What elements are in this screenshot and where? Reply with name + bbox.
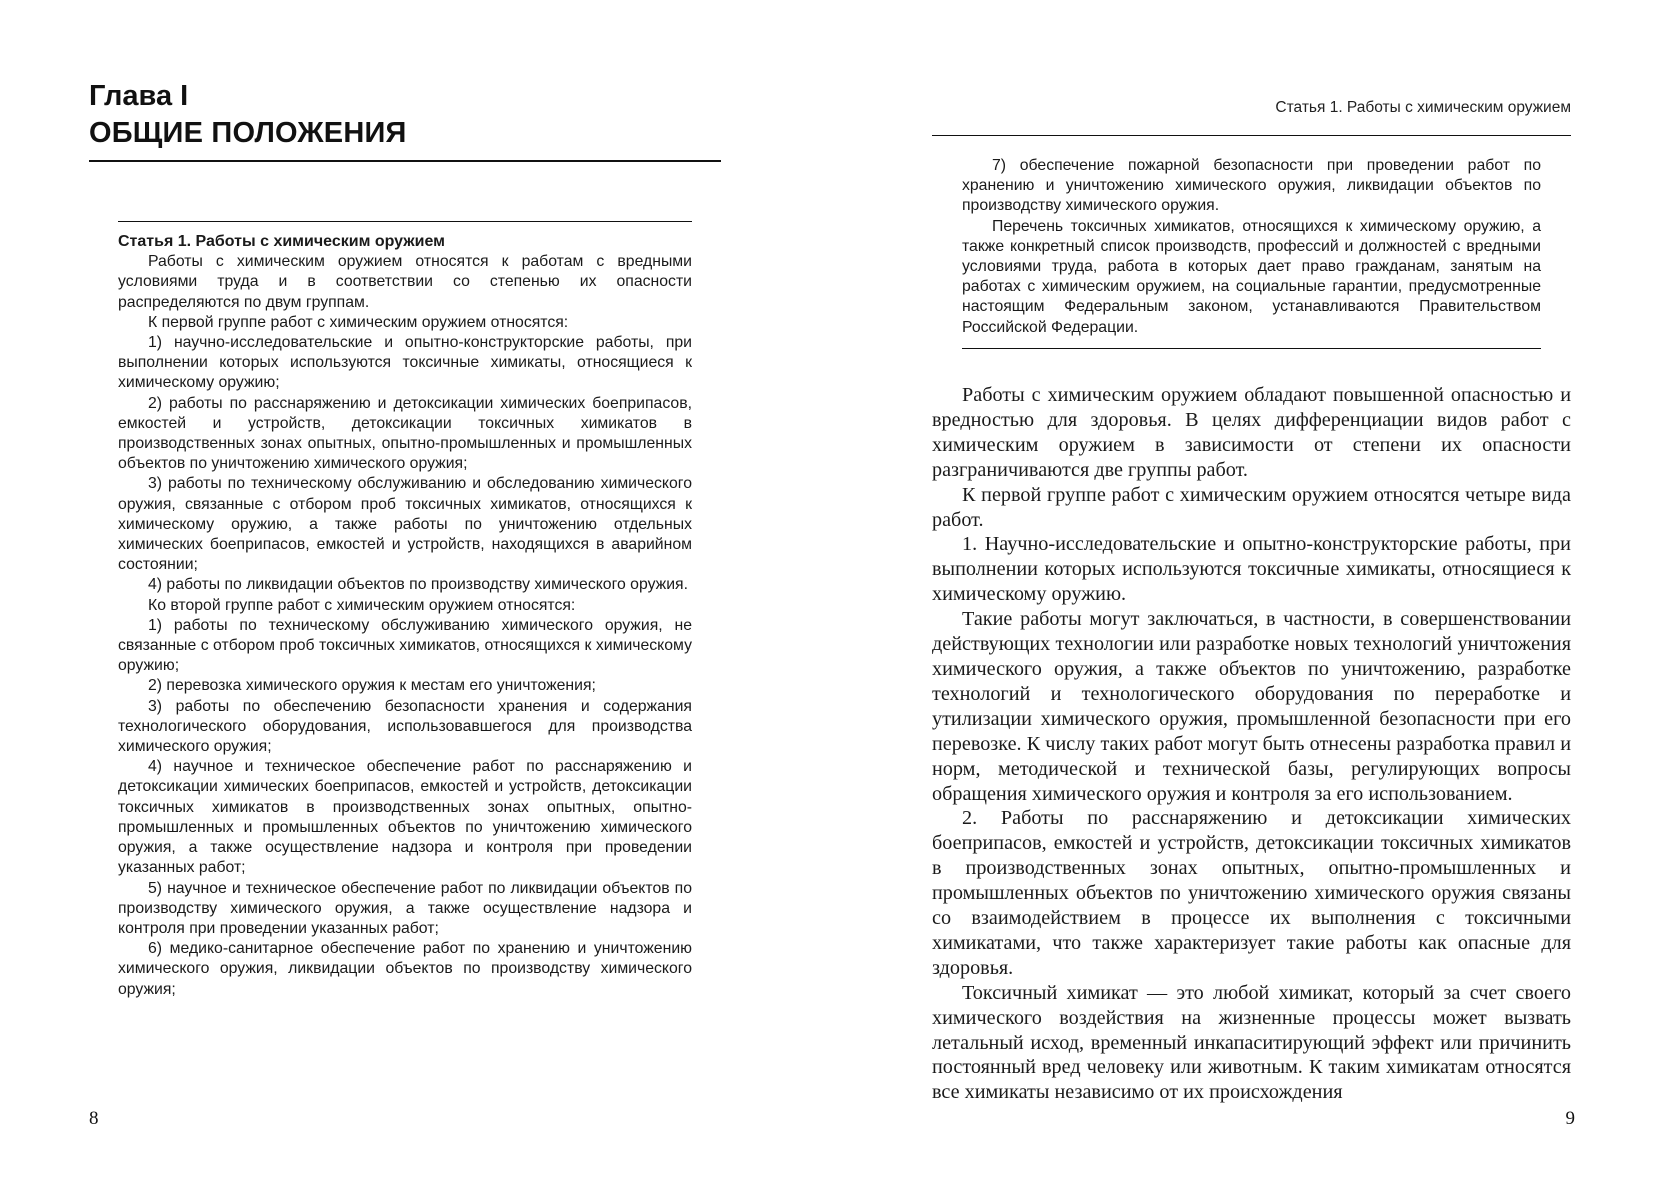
law-text-block (118, 221, 692, 1000)
header-divider (932, 135, 1571, 136)
law-paragraph: 1) работы по техническому обслуживанию химического оружия, не связанные с отбором проб токсичных химикатов, относящихся к химическому оружию; (118, 616, 692, 675)
chapter-number: Глава I (89, 80, 189, 112)
page-number: 9 (1565, 1108, 1575, 1129)
commentary-paragraph: 2. Работы по расснаряжению и детоксикации химических боеприпасов, емкостей и устройств, детоксикации токсичных химикатов в производственных зонах опытных, опытно-промышленных и промышленных объектов по уничтожению химического оружия связаны со взаимодействием в процессе их выполнения с токсичными химикатами, что также характеризует такие работы как опасные для здоровья. (932, 807, 1571, 979)
law-paragraph: 3) работы по техническому обслуживанию и обследованию химического оружия, связанные с отбором проб токсичных химикатов, относящихся к химическому оружию, а также работы по уничтожению отдельных химических боеприпасов, емкостей и устройств, находящихся в аварийном состоянии; (118, 475, 692, 574)
law-paragraph: 5) научное и техническое обеспечение работ по ликвидации объектов по производству химического оружия, а также осуществление надзора и контроля при проведении указанных работ; (118, 879, 692, 937)
chapter-heading (89, 78, 721, 152)
article-title: Статья 1. Работы с химическим оружием (118, 233, 445, 250)
law-text-block (962, 156, 1541, 349)
law-paragraph: Ко второй группе работ с химическим оружием относятся: (148, 596, 576, 614)
law-paragraph: 3) работы по обеспечению безопасности хранения и содержания технологического оборудования, использовавшегося для производства химического оружия; (118, 697, 692, 756)
commentary-paragraph: К первой группе работ с химическим оружием относятся четыре вида работ. (932, 483, 1571, 531)
running-header: Статья 1. Работы с химическим оружием (1275, 99, 1571, 116)
law-paragraph: 6) медико-санитарное обеспечение работ по хранению и уничтожению химического оружия, ликвидации объектов по производству химического оружия; (118, 940, 692, 998)
commentary-paragraph: Токсичный химикат — это любой химикат, который за счет своего химического воздействия на жизненные процессы может вызвать летальный исход, временный инкапаситирующий эффект или причинить постоянный вред человеку или животным. К таким химикатам относятся все химикаты независимо от их происхождения (932, 981, 1571, 1104)
law-paragraph: 1) научно-исследовательские и опытно-конструкторские работы, при выполнении которых используются токсичные химикаты, относящиеся к химическому оружию; (118, 334, 692, 392)
law-paragraph: К первой группе работ с химическим оружием относятся: (148, 313, 569, 331)
commentary-text (932, 383, 1571, 1105)
law-paragraph: Перечень токсичных химикатов, относящихся к химическому оружию, а также конкретный список производств, профессий и должностей с вредными условиями труда, работа в которых дает право гражданам, занятым на работах с химическим оружием, на социальные гарантии, предусмотренные настоящим Федеральным законом, устанавливаются Правительством Российской Федерации. (962, 217, 1541, 336)
commentary-paragraph: Такие работы могут заключаться, в частности, в совершенствовании действующих технологии или разработке новых технологий уничтожения химического оружия, а также объектов по уничтожению, разработке технологий и технологического оборудования по переработке и утилизации химического оружия, промышленной безопасности при его перевозке. К числу таких работ могут быть отнесены разработка правил и норм, методической и технической базы, регулирующих вопросы обращения химического оружия и контроля за его использованием. (932, 608, 1571, 805)
law-paragraph: 4) научное и техническое обеспечение работ по расснаряжению и детоксикации химических боеприпасов, емкостей и устройств, детоксикации токсичных химикатов в производственных зонах опытных, опытно-промышленных и промышленных объектов по уничтожению химического оружия, а также осуществление надзора и контроля при проведении указанных работ; (118, 758, 692, 877)
law-paragraph: 2) работы по расснаряжению и детоксикации химических боеприпасов, емкостей и устройств, детоксикации токсичных химикатов в производственных зонах опытных, опытно-промышленных и промышленных объектов по уничтожению химического оружия; (118, 394, 692, 473)
commentary-paragraph: Работы с химическим оружием обладают повышенной опасностью и вредностью для здоровья. В целях дифференциации видов работ с химическим оружием в зависимости от степени их опасности разграничиваются две группы работ. (932, 384, 1571, 481)
law-paragraph: 4) работы по ликвидации объектов по производству химического оружия. (148, 576, 688, 594)
law-paragraph: 2) перевозка химического оружия к местам его уничтожения; (148, 677, 596, 695)
page-number: 8 (89, 1108, 99, 1129)
law-paragraph: 7) обеспечение пожарной безопасности при проведении работ по хранению и уничтожению химического оружия, ликвидации объектов по производству химического оружия. (962, 157, 1541, 215)
law-paragraph: Работы с химическим оружием относятся к работам с вредными условиями труда и в соответствии со степенью их опасности распределяются по двум группам. (118, 253, 692, 311)
chapter-divider (89, 160, 721, 162)
chapter-title: ОБЩИЕ ПОЛОЖЕНИЯ (89, 117, 407, 149)
commentary-paragraph: 1. Научно-исследовательские и опытно-конструкторские работы, при выполнении которых используются токсичные химикаты, относящиеся к химическому оружию. (932, 533, 1571, 606)
right-page (827, 0, 1654, 1199)
